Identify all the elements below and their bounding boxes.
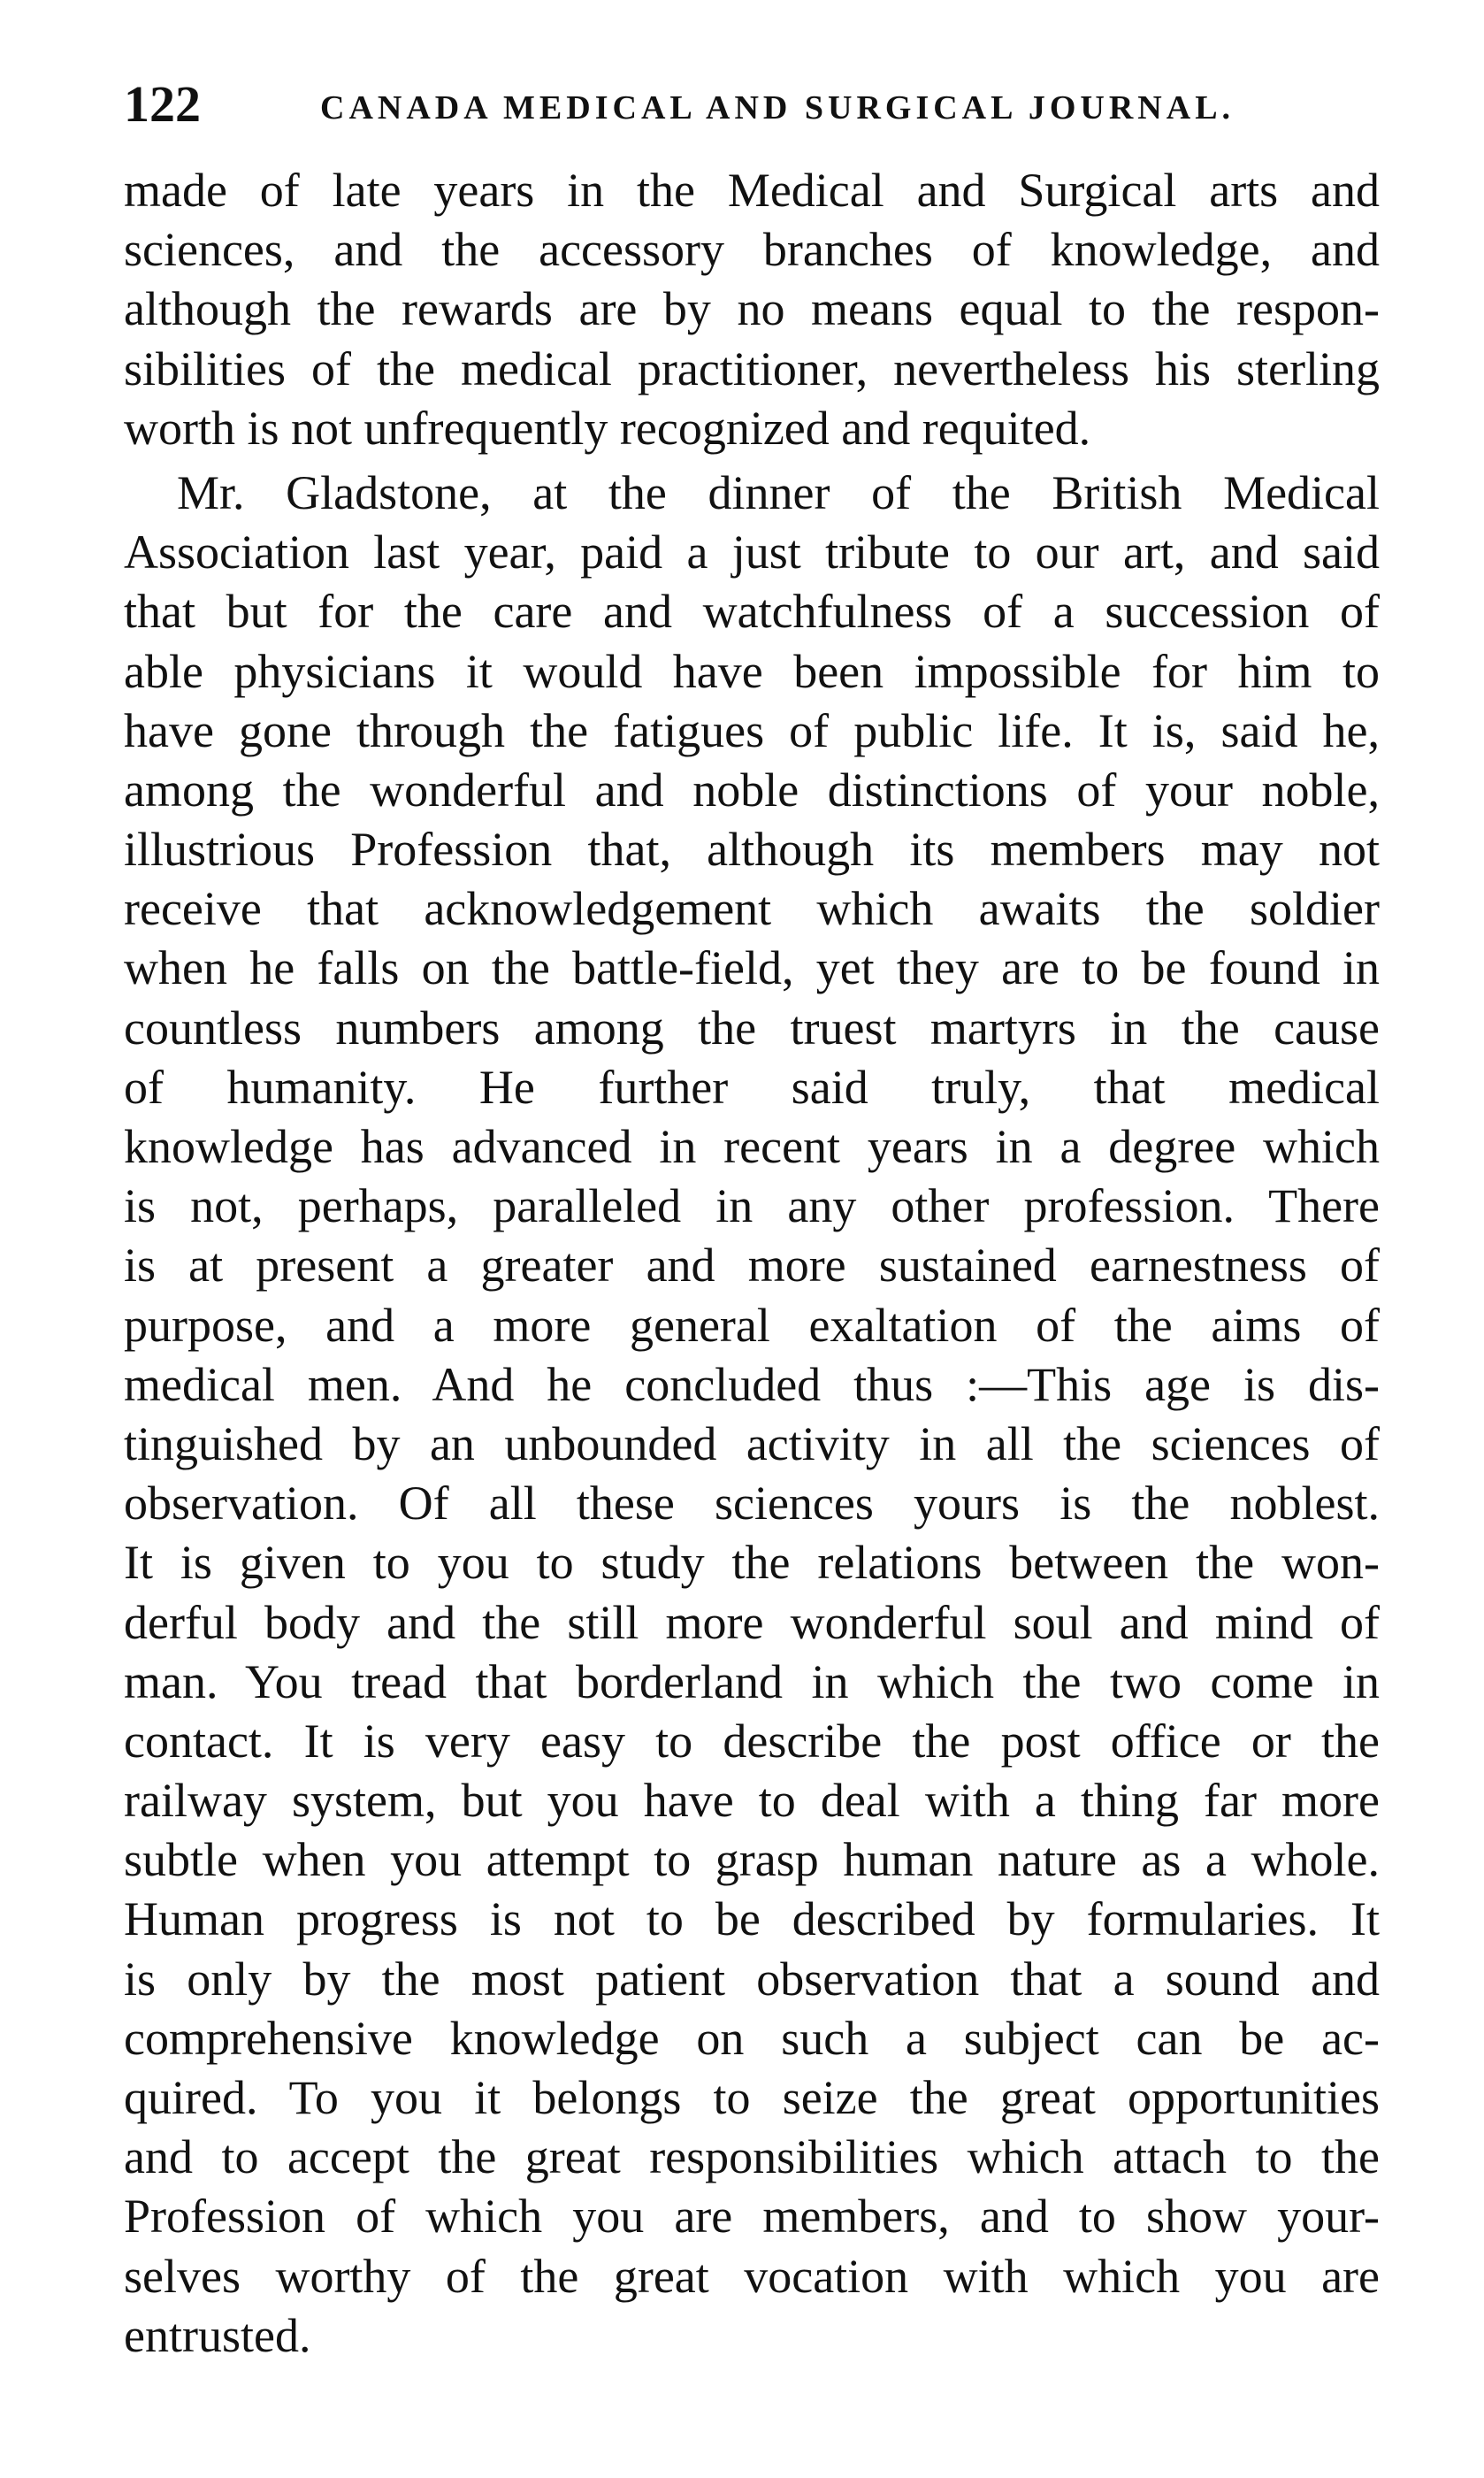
text-line: sibilities of the medical practitioner, nevertheless his sterling [124,341,1380,395]
text-line: illustrious Profession that, although its members may not [124,823,1380,877]
page-number: 122 [124,75,201,133]
text-line: derful body and the still more wonderful soul and mind of [124,1595,1380,1649]
text-line: observation. Of all these sciences yours is the noblest. [124,1477,1380,1531]
text-line: Human progress is not to be described by formularies. It [124,1892,1380,1946]
paragraph-2 [124,464,1380,2366]
text-line: is at present a greater and more sustained earnestness of [124,1239,1380,1293]
body-text [124,161,1380,2366]
paragraph-1 [124,161,1380,458]
text-line: of humanity. He further said truly, that medical [124,1060,1380,1114]
text-line: is only by the most patient observation that a sound and [124,1952,1380,2006]
text-line: countless numbers among the truest martyrs in the cause [124,1001,1380,1055]
text-line: contact. It is very easy to describe the post office or the [124,1714,1380,1768]
text-line: have gone through the fatigues of public life. It is, said he, [124,703,1380,757]
text-line: among the wonderful and noble distinctions of your noble, [124,763,1380,817]
text-line: Profession of which you are members, and to show your- [124,2190,1380,2244]
text-line: man. You tread that borderland in which the two come in [124,1654,1380,1708]
text-line: tinguished by an unbounded activity in all the sciences of [124,1416,1380,1470]
text-line: able physicians it would have been impossible for him to [124,644,1380,698]
text-line: quired. To you it belongs to seize the great opportunities [124,2071,1380,2124]
text-line: made of late years in the Medical and Surgical arts and [124,164,1380,217]
text-line: is not, perhaps, paralleled in any other profession. There [124,1179,1380,1233]
text-line: subtle when you attempt to grasp human nature as a whole. [124,1833,1380,1887]
text-line: Mr. Gladstone, at the dinner of the British Medical [177,465,1380,519]
text-line: and to accept the great responsibilities which attach to the [124,2130,1380,2184]
text-line: that but for the care and watchfulness of a succession of [124,585,1380,639]
text-line: worth is not unfrequently recognized and requited. [124,401,1091,455]
text-line: knowledge has advanced in recent years in a degree which [124,1120,1380,1173]
text-line: comprehensive knowledge on such a subject can be ac- [124,2011,1380,2065]
text-line: Association last year, paid a just tribute to our art, and said [124,526,1380,579]
running-head: CANADA MEDICAL AND SURGICAL JOURNAL. [320,89,1235,127]
page-header [124,71,1380,142]
text-line: receive that acknowledgement which awaits the soldier [124,882,1380,936]
text-line: sciences, and the accessory branches of knowledge, and [124,223,1380,277]
text-line: purpose, and a more general exaltation of the aims of [124,1298,1380,1352]
text-line: It is given to you to study the relations between the won- [124,1536,1380,1590]
text-line: selves worthy of the great vocation with which you are [124,2249,1380,2303]
text-line: railway system, but you have to deal with a thing far more [124,1774,1380,1828]
text-line: medical men. And he concluded thus :—This age is dis- [124,1357,1380,1411]
text-line: when he falls on the battle-field, yet they are to be found in [124,941,1380,995]
text-line: entrusted. [124,2308,311,2362]
text-line: although the rewards are by no means equal to the respon- [124,282,1380,336]
